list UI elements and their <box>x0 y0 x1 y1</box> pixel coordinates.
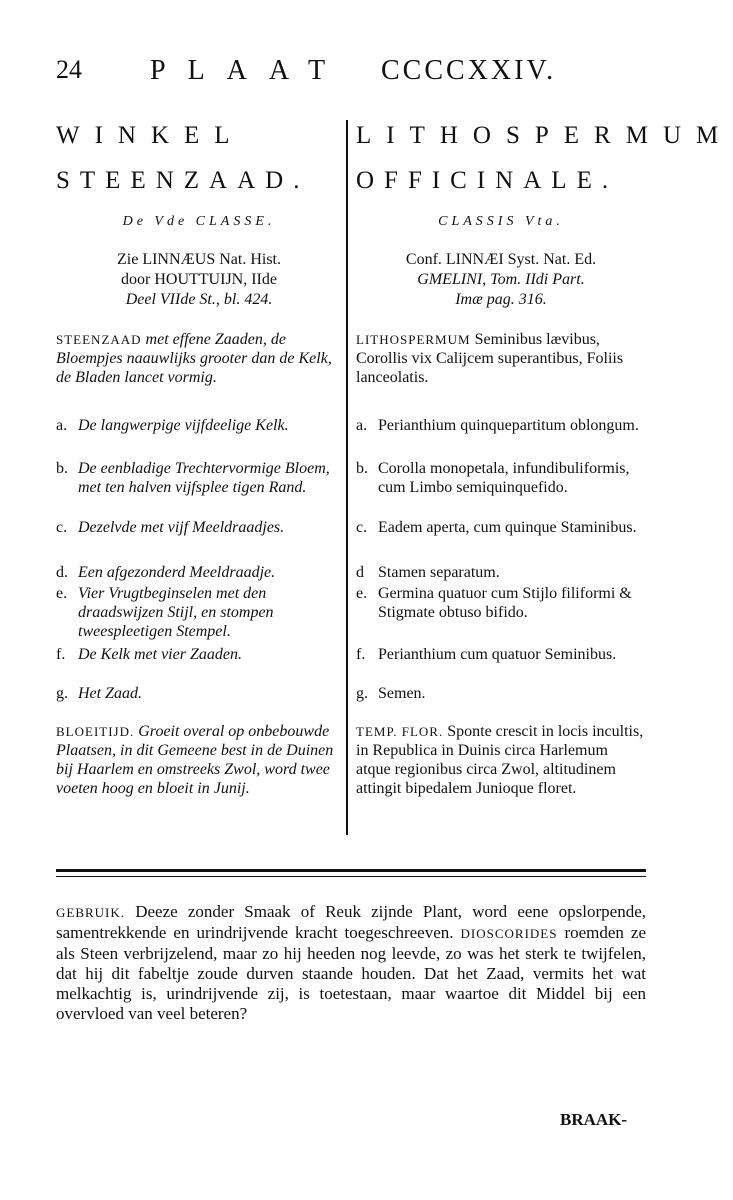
plate-number: CCCCXXIV. <box>381 55 557 86</box>
left-item-b: b. De eenbladige Trechtervormige Bloem, met ten halven vijfsplee tigen Rand. <box>56 460 330 496</box>
right-classe: CLASSIS Vta. <box>438 214 564 229</box>
right-item-f: f. Perianthium cum quatuor Seminibus. <box>356 646 617 663</box>
right-flowering <box>356 722 646 798</box>
left-desc-head: STEENZAAD <box>56 332 142 347</box>
right-item-e: e. Germina quatuor cum Stijlo filiformi & Stigmate obtuso bifido. <box>356 585 632 621</box>
column-divider <box>346 120 348 835</box>
right-reference <box>356 250 646 310</box>
catchword: BRAAK- <box>560 1110 628 1129</box>
temp-flor-head: TEMP. FLOR. <box>356 724 444 739</box>
right-item-g: g. Semen. <box>356 685 426 702</box>
left-ref-line2: door HOUTTUIJN, IIde <box>121 271 277 288</box>
right-item-b: b. Corolla monopetala, infundibuliformis, cum Limbo semiquinquefido. <box>356 460 630 496</box>
bloeitijd-text: Groeit overal op onbebouwde Plaatsen, in dit Gemeene best in de Duinen bij Haarlem en omstreeks Zwol, word twee voeten hoog en bloeit in Junij. <box>56 723 334 797</box>
usage-text-b: roemden ze als Steen verbrijzelend, maar zo hij heeden nog leevde, zo was het sterk te twijfelen, dat hij dit fabeltje zoude durven staande houden. Dat het Zaad, vermits het wat melkachtig is, urindrijvende zij, is toetestaan, maar waartoe dit Middel bij een overvloed van veel beteren? <box>56 923 647 1023</box>
right-title-line1: LITHOSPERMUM <box>356 122 733 149</box>
right-desc-text: Seminibus lævibus, Corollis vix Calijcem superantibus, Foliis lanceolatis. <box>356 331 624 386</box>
left-title-line1: WINKEL <box>56 122 245 149</box>
usage-author: DIOSCORIDES <box>460 926 558 941</box>
left-ref-line3: Deel VIIde St., bl. 424. <box>125 291 273 308</box>
bloeitijd-head: BLOEITIJD. <box>56 724 135 739</box>
left-desc-text: met effene Zaaden, de Bloempjes naauwlijks grooter dan de Kelk, de Bladen lancet vormig. <box>56 331 332 386</box>
right-title-line2: OFFICINALE. <box>356 167 619 194</box>
page-header <box>56 55 656 91</box>
right-description <box>356 330 646 387</box>
left-title-line2: STEENZAAD. <box>56 167 310 194</box>
usage-paragraph <box>56 902 646 1024</box>
left-description <box>56 330 342 387</box>
right-item-a: a. Perianthium quinquepartitum oblongum. <box>356 417 639 434</box>
left-classe: De Vde CLASSE. <box>122 214 276 229</box>
section-rule-thick <box>56 869 646 872</box>
right-item-c: c. Eadem aperta, cum quinque Staminibus. <box>356 519 637 536</box>
left-item-a: a. De langwerpige vijfdeelige Kelk. <box>56 417 289 434</box>
left-reference <box>56 250 342 310</box>
left-flowering <box>56 722 342 798</box>
right-desc-head: LITHOSPERMUM <box>356 332 471 347</box>
right-ref-line1: Conf. LINNÆI Syst. Nat. Ed. <box>405 251 597 268</box>
right-item-d: d Stamen separatum. <box>356 564 500 581</box>
right-ref-line3: Imæ pag. 316. <box>455 291 547 308</box>
temp-flor-text: Sponte crescit in locis incultis, in Republica in Duinis circa Harlemum atque regionibus circa Zwol, altitudinem attingit bipedalem Junioque floret. <box>356 723 644 797</box>
usage-head: GEBRUIK. <box>56 905 126 920</box>
page-number: 24 <box>56 55 82 84</box>
left-item-f: f. De Kelk met vier Zaaden. <box>56 646 242 663</box>
section-rule-thin <box>56 876 646 877</box>
usage-text-a: Deeze zonder Smaak of Reuk zijnde Plant, word eene opslorpende, samentrekkende en urindrijvende kracht toegeschreeven. <box>56 902 646 942</box>
right-ref-line2: GMELINI, Tom. IIdi Part. <box>417 271 585 288</box>
left-item-d: d. Een afgezonderd Meeldraadje. <box>56 564 276 581</box>
plate-label: PLAAT <box>150 55 348 86</box>
left-item-e: e. Vier Vrugtbeginselen met den draadswijzen Stijl, en stompen tweespleetigen Stempel. <box>56 585 274 640</box>
left-ref-line1: Zie LINNÆUS Nat. Hist. <box>117 251 281 268</box>
left-item-c: c. Dezelvde met vijf Meeldraadjes. <box>56 519 285 536</box>
left-item-g: g. Het Zaad. <box>56 685 142 702</box>
